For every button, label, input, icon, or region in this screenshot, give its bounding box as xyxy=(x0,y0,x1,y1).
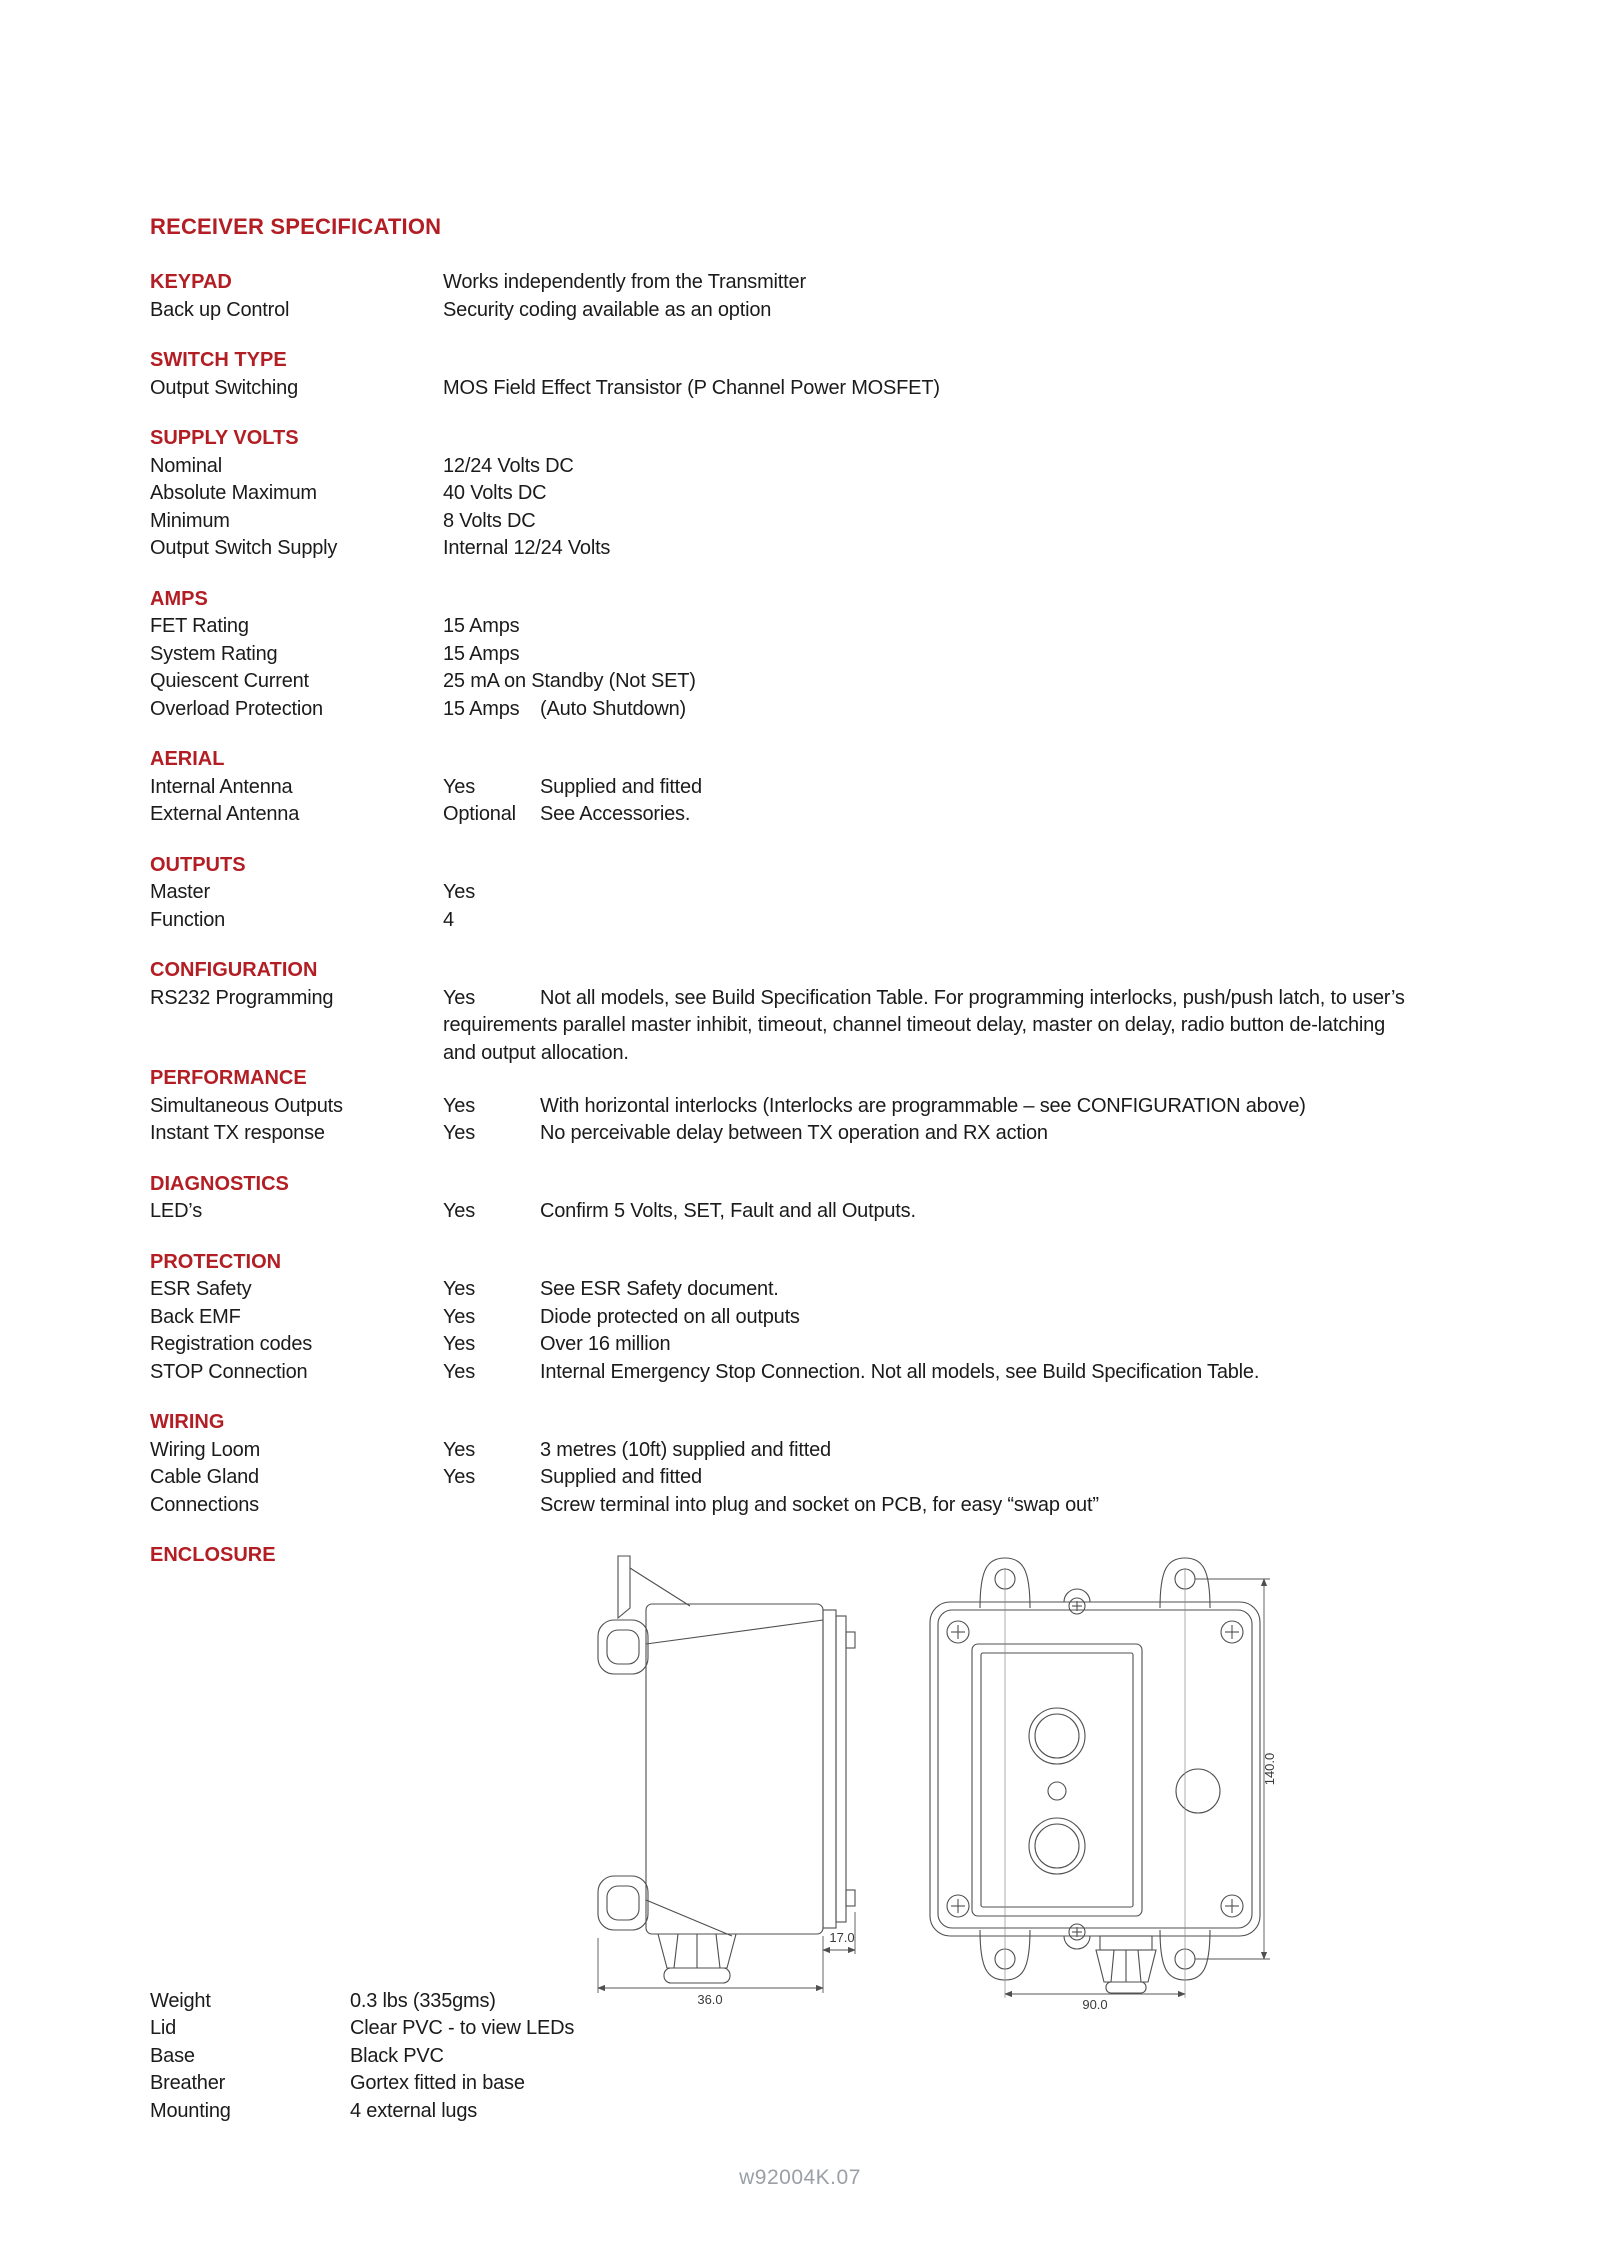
led-hole xyxy=(1048,1782,1066,1800)
section-header: SUPPLY VOLTS xyxy=(150,427,299,449)
button-top xyxy=(1029,1708,1085,1764)
dimension-label: 90.0 xyxy=(1082,1996,1108,2012)
spec-value: 40 Volts DC xyxy=(443,482,547,504)
spec-label: Wiring Loom xyxy=(150,1438,261,1461)
section-header: ENCLOSURE xyxy=(150,1544,276,1566)
spec-value: Yes xyxy=(443,881,476,903)
spec-label: RS232 Programming xyxy=(150,986,334,1009)
section-header: CONFIGURATION xyxy=(150,959,318,981)
button-bottom xyxy=(1029,1818,1085,1874)
section-header-row xyxy=(150,1249,1560,1277)
spec-section xyxy=(150,1065,1560,1148)
corner-screw-icon xyxy=(947,1621,969,1643)
spec-value: Yes xyxy=(443,1438,476,1461)
spec-label: Function xyxy=(150,908,226,931)
spec-label: FET Rating xyxy=(150,615,249,637)
spec-row xyxy=(150,1276,1560,1304)
spec-label: Cable Gland xyxy=(150,1466,259,1488)
corner-screw-icon xyxy=(1221,1621,1243,1643)
spec-row xyxy=(150,1120,1560,1148)
spec-desc: With horizontal interlocks (Interlocks are programmable – see CONFIGURATION above) xyxy=(540,1094,1306,1117)
detail-row xyxy=(150,2070,1560,2098)
detail-row xyxy=(150,2043,1560,2071)
spec-sections xyxy=(150,269,1560,1570)
spec-value: 25 mA on Standby (Not SET) xyxy=(443,670,696,692)
spec-row xyxy=(150,1198,1560,1226)
center-screw-icon xyxy=(1069,1598,1085,1614)
section-header-row xyxy=(150,852,1560,880)
spec-desc: Internal Emergency Stop Connection. Not all models, see Build Specification Table. xyxy=(540,1360,1260,1383)
spec-value: Yes xyxy=(443,1278,476,1300)
spec-row xyxy=(150,375,1560,403)
enclosure-details xyxy=(150,1988,1560,2126)
dimension-label: 36.0 xyxy=(697,1991,723,2007)
section-header-row xyxy=(150,586,1560,614)
section-header: PROTECTION xyxy=(150,1250,282,1273)
spec-row xyxy=(150,985,1560,1013)
spec-label: System Rating xyxy=(150,642,278,665)
detail-value: 4 external lugs xyxy=(350,2099,478,2122)
spec-row xyxy=(150,1359,1560,1387)
detail-value: 0.3 lbs (335gms) xyxy=(350,1989,496,2012)
spec-section xyxy=(150,586,1560,724)
spec-value: 4 xyxy=(443,908,454,931)
section-header: PERFORMANCE xyxy=(150,1067,307,1089)
spec-row xyxy=(150,907,1560,935)
spec-label: External Antenna xyxy=(150,803,300,825)
spec-row xyxy=(150,613,1560,641)
spec-section xyxy=(150,852,1560,935)
spec-value: 12/24 Volts DC xyxy=(443,454,574,477)
detail-row xyxy=(150,1988,1560,2016)
spec-row xyxy=(150,480,1560,508)
enclosure-technical-drawing xyxy=(580,1548,1280,2013)
dimension-labels xyxy=(697,1752,1277,2011)
detail-row xyxy=(150,2098,1560,2126)
section-header-row xyxy=(150,425,1560,453)
lid-window xyxy=(972,1644,1142,1916)
spec-label: Back up Control xyxy=(150,298,290,321)
section-header: KEYPAD xyxy=(150,271,232,293)
breather-hole xyxy=(1176,1769,1220,1813)
spec-value xyxy=(443,1492,540,1520)
spec-value: Yes xyxy=(443,986,476,1009)
spec-row xyxy=(150,1304,1560,1332)
spec-section xyxy=(150,1249,1560,1387)
spec-row xyxy=(150,696,1560,724)
section-header: AMPS xyxy=(150,587,208,610)
dimension-label: 140.0 xyxy=(1262,1752,1277,1785)
section-header-row xyxy=(150,1409,1560,1437)
spec-row xyxy=(150,535,1560,563)
section-header: DIAGNOSTICS xyxy=(150,1172,289,1195)
enclosure-drawing xyxy=(580,1548,1280,2013)
section-header-row xyxy=(150,1171,1560,1199)
spec-label xyxy=(150,1012,443,1040)
spec-label: Quiescent Current xyxy=(150,670,309,692)
detail-label: Breather xyxy=(150,2072,226,2094)
spec-value: 15 Amps xyxy=(443,615,520,637)
spec-desc: See Accessories. xyxy=(540,803,691,825)
spec-value: 15 Amps xyxy=(443,697,520,720)
section-header: AERIAL xyxy=(150,748,225,770)
spec-desc: Not all models, see Build Specification Table. For programming interlocks, push/push latch, to user’s xyxy=(540,986,1405,1009)
spec-row xyxy=(150,668,1560,696)
spec-label: Minimum xyxy=(150,509,230,532)
spec-row xyxy=(150,1492,1560,1520)
document-number: w92004K.07 xyxy=(739,2166,861,2189)
spec-value: and output allocation. xyxy=(443,1041,629,1064)
spec-desc: No perceivable delay between TX operation and RX action xyxy=(540,1122,1048,1144)
spec-value: Optional xyxy=(443,803,516,825)
section-header-row xyxy=(150,957,1560,985)
detail-label: Base xyxy=(150,2044,195,2067)
section-header-row xyxy=(150,269,1560,297)
center-screw-icon xyxy=(1069,1924,1085,1940)
spec-label: Connections xyxy=(150,1493,259,1516)
detail-label: Mounting xyxy=(150,2099,231,2122)
spec-row xyxy=(150,1331,1560,1359)
spec-label: LED’s xyxy=(150,1200,202,1222)
spec-section xyxy=(150,746,1560,829)
section-header-row xyxy=(150,1065,1560,1093)
spec-desc: Confirm 5 Volts, SET, Fault and all Outputs. xyxy=(540,1200,916,1222)
enclosure-side-view xyxy=(598,1556,855,1983)
spec-row xyxy=(150,774,1560,802)
spec-row xyxy=(150,1437,1560,1465)
spec-value: 8 Volts DC xyxy=(443,509,536,532)
spec-desc: See ESR Safety document. xyxy=(540,1278,779,1300)
spec-value: requirements parallel master inhibit, timeout, channel timeout delay, master on delay, radio button de-latching xyxy=(443,1014,1386,1036)
spec-value: Yes xyxy=(443,1466,476,1488)
spec-value: Security coding available as an option xyxy=(443,298,772,321)
spec-label xyxy=(150,1040,443,1068)
section-header: SWITCH TYPE xyxy=(150,349,287,371)
corner-screw-icon xyxy=(947,1895,969,1917)
detail-value: Gortex fitted in base xyxy=(350,2072,525,2094)
spec-value: MOS Field Effect Transistor (P Channel Power MOSFET) xyxy=(443,376,940,399)
spec-desc: Supplied and fitted xyxy=(540,775,702,798)
spec-value: Internal 12/24 Volts xyxy=(443,537,611,559)
spec-label: Output Switching xyxy=(150,376,298,399)
spec-label: Absolute Maximum xyxy=(150,482,317,504)
section-header: WIRING xyxy=(150,1411,225,1433)
spec-desc: Diode protected on all outputs xyxy=(540,1305,800,1328)
spec-section xyxy=(150,269,1560,324)
spec-desc: Over 16 million xyxy=(540,1333,671,1355)
spec-label: Master xyxy=(150,881,210,903)
spec-row xyxy=(150,1093,1560,1121)
section-header-row xyxy=(150,746,1560,774)
spec-value: Yes xyxy=(443,1305,476,1328)
page-title: RECEIVER SPECIFICATION xyxy=(150,214,442,239)
spec-label: Simultaneous Outputs xyxy=(150,1094,343,1117)
detail-label: Weight xyxy=(150,1989,211,2012)
spec-value: Works independently from the Transmitter xyxy=(443,271,806,293)
spec-row xyxy=(150,801,1560,829)
spec-row xyxy=(150,1464,1560,1492)
spec-label: Output Switch Supply xyxy=(150,537,338,559)
spec-desc: (Auto Shutdown) xyxy=(540,697,686,720)
spec-value: 15 Amps xyxy=(443,642,520,665)
detail-value: Black PVC xyxy=(350,2044,444,2067)
spec-label: STOP Connection xyxy=(150,1360,308,1383)
spec-section xyxy=(150,425,1560,563)
spec-value: Yes xyxy=(443,775,476,798)
spec-row xyxy=(150,453,1560,481)
spec-value: Yes xyxy=(443,1122,476,1144)
spec-label: Nominal xyxy=(150,454,222,477)
spec-row xyxy=(150,297,1560,325)
spec-row xyxy=(150,879,1560,907)
spec-section xyxy=(150,1409,1560,1519)
enclosure-front-view xyxy=(930,1558,1260,1993)
spec-label: Back EMF xyxy=(150,1305,241,1328)
spec-label: Internal Antenna xyxy=(150,775,293,798)
centerlines xyxy=(1005,1568,1185,1998)
spec-row xyxy=(150,1040,1560,1068)
spec-value: Yes xyxy=(443,1333,476,1355)
section-header: OUTPUTS xyxy=(150,853,246,876)
spec-label: ESR Safety xyxy=(150,1278,252,1300)
spec-row xyxy=(150,641,1560,669)
spec-section xyxy=(150,957,1560,1067)
spec-desc: 3 metres (10ft) supplied and fitted xyxy=(540,1438,831,1461)
dimension-label: 17.0 xyxy=(829,1929,855,1945)
spec-value: Yes xyxy=(443,1360,476,1383)
spec-label: Registration codes xyxy=(150,1333,313,1355)
spec-section xyxy=(150,347,1560,402)
spec-value: Yes xyxy=(443,1200,476,1222)
spec-row xyxy=(150,1012,1560,1040)
section-header-row xyxy=(150,347,1560,375)
detail-value: Clear PVC - to view LEDs xyxy=(350,2017,575,2039)
spec-row xyxy=(150,508,1560,536)
spec-value: Yes xyxy=(443,1094,476,1117)
detail-label: Lid xyxy=(150,2017,177,2039)
corner-screw-icon xyxy=(1221,1895,1243,1917)
spec-section xyxy=(150,1171,1560,1226)
spec-desc: Supplied and fitted xyxy=(540,1466,702,1488)
dimension-lines xyxy=(598,1579,1270,1994)
spec-label: Instant TX response xyxy=(150,1122,325,1144)
spec-label: Overload Protection xyxy=(150,697,323,720)
detail-row xyxy=(150,2015,1560,2043)
spec-desc: Screw terminal into plug and socket on PCB, for easy “swap out” xyxy=(540,1493,1099,1516)
